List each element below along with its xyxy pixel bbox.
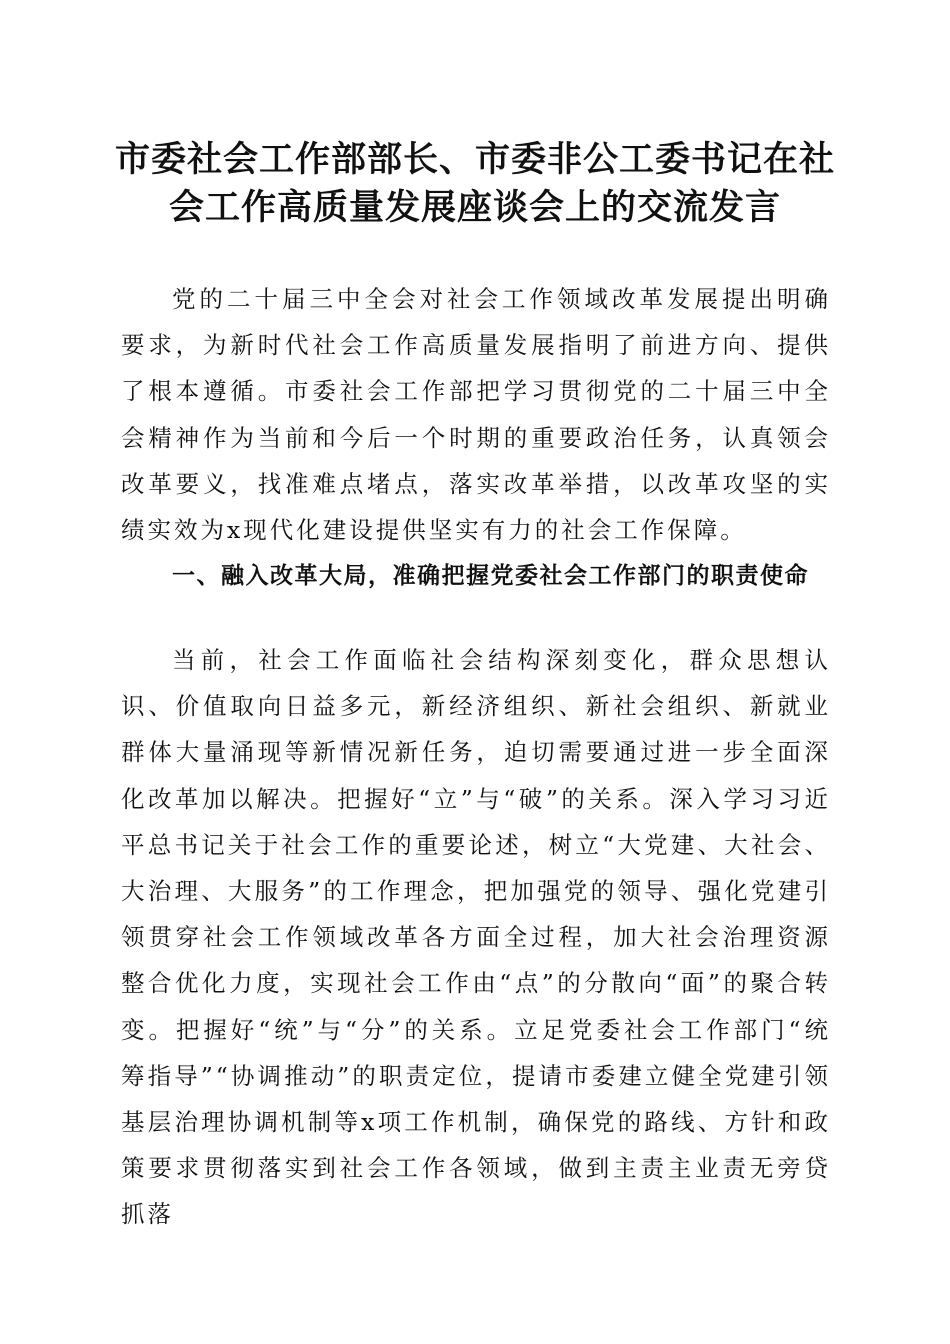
document-title-line-1: 市委社会工作部部长、市委非公工委书记在社 [114,139,835,180]
document-title [60,136,890,232]
intro-paragraph: 党的二十届三中全会对社会工作领域改革发展提出明确要求，为新时代社会工作高质量发展指明了前进方向、提供了根本遵循。市委社会工作部把学习贯彻党的二十届三中全会精神作为当前和今后一个时期的重要政治任务，认真领会改革要义，找准难点堵点，落实改革举措，以改革攻坚的实绩实效为x现代化建设提供坚实有力的社会工作保障。 [121,285,831,545]
section-heading-1: 一、融入改革大局，准确把握党委社会工作部门的职责使命 [172,563,809,589]
document-title-line-2: 会工作高质量发展座谈会上的交流发言 [168,187,781,228]
section-1-paragraph: 当前，社会工作面临社会结构深刻变化，群众思想认识、价值取向日益多元，新经济组织、新社会组织、新就业群体大量涌现等新情况新任务，迫切需要通过进一步全面深化改革加以解决。把握好“立”与“破”的关系。深入学习习近平总书记关于社会工作的重要论述，树立“大党建、大社会、大治理、大服务”的工作理念，把加强党的领导、强化党建引领贯穿社会工作领域改革各方面全过程，加大社会治理资源整合优化力度，实现社会工作由“点”的分散向“面”的聚合转变。把握好“统”与“分”的关系。立足党委社会工作部门“统筹指导”“协调推动”的职责定位，提请市委建立健全党建引领基层治理协调机制等x项工作机制，确保党的路线、方针和政策要求贯彻落实到社会工作各领域，做到主责主业责无旁贷抓落 [121,646,831,1229]
